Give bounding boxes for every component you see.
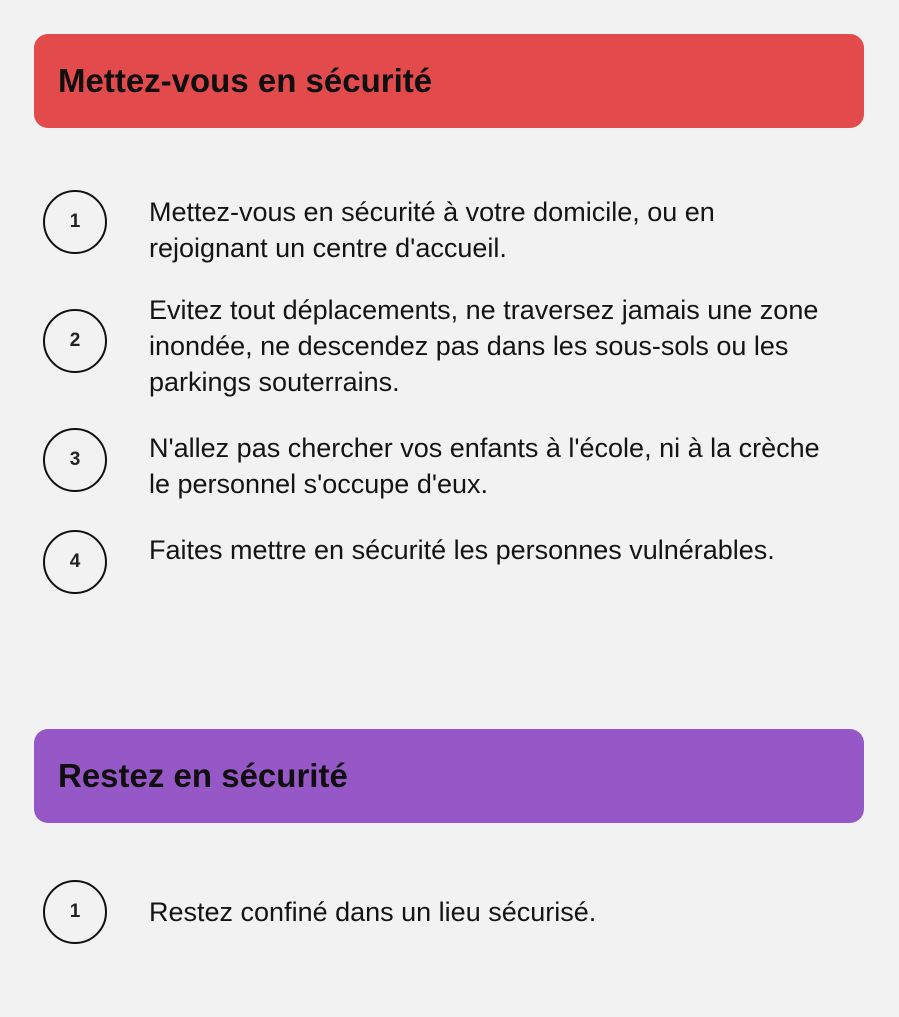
section-title: Mettez-vous en sécurité — [58, 62, 433, 99]
step-number-badge: 1 — [43, 880, 107, 944]
section-header-mettez-vous-en-securite — [34, 34, 864, 128]
step-number-badge: 4 — [43, 530, 107, 594]
section-header-restez-en-securite — [34, 729, 864, 823]
step-number-badge: 3 — [43, 428, 107, 492]
step-text: Evitez tout déplacements, ne traversez jamais une zone inondée, ne descendez pas dans les sous-sols ou les parkings souterrains. — [149, 295, 819, 397]
step-text: Mettez-vous en sécurité à votre domicile, ou en rejoignant un centre d'accueil. — [149, 197, 715, 263]
step-number-badge: 2 — [43, 309, 107, 373]
step-number-badge: 1 — [43, 190, 107, 254]
step-text: N'allez pas chercher vos enfants à l'école, ni à la crèche le personnel s'occupe d'eux. — [149, 433, 820, 499]
step-text: Faites mettre en sécurité les personnes vulnérables. — [149, 535, 775, 565]
section-title: Restez en sécurité — [58, 757, 348, 794]
step-text: Restez confiné dans un lieu sécurisé. — [149, 897, 597, 927]
